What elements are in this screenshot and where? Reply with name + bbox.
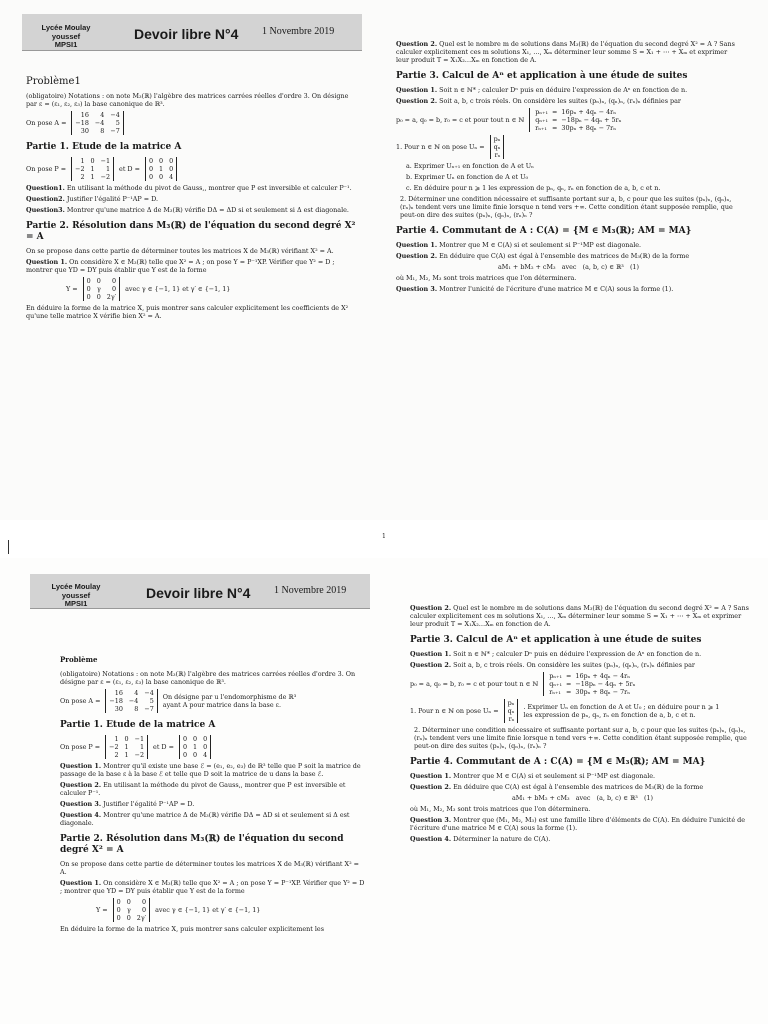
matrix-cell: 0: [193, 751, 198, 759]
question-text: Montrer l'unicité de l'écriture d'une matrice M ∈ C(A) sous la forme (1).: [439, 285, 674, 293]
question-text: Soit n ∈ ℕ* ; calculer Dⁿ puis en déduire l'expression de Aⁿ en fonction de n.: [453, 650, 702, 658]
matrix-P: [105, 735, 148, 759]
matrix-cell: 0: [86, 285, 91, 293]
notation-paragraph: (obligatoire) Notations : on note M₃(ℝ) l'algèbre des matrices carrées réelles d'ordre 3. On désigne par ε = (ε₁, ε₂, ε₃) la base canonique de ℝ³.: [26, 92, 349, 108]
question-text: Soit a, b, c trois réels. On considère les suites (pₙ)ₙ, (qₙ)ₙ, (rₙ)ₙ définies par: [453, 661, 695, 669]
matrix-cell: 1: [124, 743, 129, 751]
matrix-cell: γ: [126, 906, 131, 914]
formula-note: où M₁, M₂, M₃ sont trois matrices que l'on déterminera.: [410, 805, 591, 813]
item-2: 2. Déterminer une condition nécessaire et suffisante portant sur a, b, c pour que les suites (pₙ)ₙ, (qₙ)ₙ, (rₙ)ₙ tendent vers une limite finie lorsque n tend vers +∞. Cette condition étant supposée remplie, que peut-on dire des suites (pₙ)ₙ, (qₙ)ₙ, (rₙ)ₙ ?: [414, 726, 747, 750]
question-item: [26, 206, 361, 214]
system-term: rₙ₊₁: [535, 124, 547, 132]
matrix-cell: 16: [80, 111, 89, 119]
question-item: [410, 835, 755, 843]
page-2-header: [30, 574, 370, 609]
question-label: Question 2.: [396, 252, 438, 260]
system-term: =: [552, 116, 558, 124]
matrix-cell: 1: [193, 743, 198, 751]
matrix-cell: qₙ: [493, 143, 501, 151]
matrix-cell: 0: [112, 277, 117, 285]
matrix-cell: −4: [110, 111, 120, 119]
matrix-cell: 0: [182, 743, 188, 751]
question-label: Question 1.: [26, 258, 68, 266]
question-item: [396, 241, 741, 249]
question-label: Question 3.: [410, 816, 452, 824]
question-label: Question1.: [26, 184, 65, 192]
part-2-title: Partie 2. Résolution dans M₃(ℝ) de l'équation du second degré X² = A: [60, 834, 344, 855]
matrix-cell: 2: [80, 173, 85, 181]
vector-U-definition: [410, 699, 755, 723]
question-item: [26, 195, 361, 203]
question-label: Question 2.: [410, 783, 452, 791]
vector-U: [504, 699, 519, 723]
matrix-cell: 1: [159, 165, 164, 173]
system-term: −18pₙ − 4qₙ + 5rₙ: [561, 116, 622, 124]
question-item: [410, 604, 755, 628]
matrix-cell: 0: [116, 898, 121, 906]
matrix-cell: 30: [80, 127, 89, 135]
matrix-Y: [83, 277, 121, 301]
system-term: rₙ₊₁: [549, 688, 561, 696]
matrix-cell: 0: [142, 906, 147, 914]
question-text: Déterminer la nature de C(A).: [453, 835, 551, 843]
matrix-Y-definition: [66, 277, 361, 301]
matrix-cell: 1: [105, 165, 111, 173]
pose-P-label: On pose P =: [60, 743, 101, 751]
system-term: 16pₙ + 4qₙ − 4rₙ: [575, 672, 631, 680]
part-2-conclusion: En déduire la forme de la matrice X, puis montrer sans calculer explicitement les: [60, 925, 324, 933]
question-item: [60, 879, 365, 895]
matrix-D: [179, 735, 211, 759]
matrix-A-definition: [60, 689, 365, 713]
Y-label: Y =: [96, 906, 108, 914]
question-text: On considère X ∈ M₃(ℝ) telle que X² = A ; on pose Y = P⁻¹XP. Vérifier que Y² = D ; montrer que YD = DY puis établir que Y est de la forme: [26, 258, 335, 274]
question-item: [60, 811, 365, 827]
system-term: =: [552, 124, 558, 132]
matrix-cell: 0: [148, 165, 154, 173]
question-text: Montrer qu'une matrice Δ de M₃(ℝ) vérifie DΔ = ΔD si et seulement si Δ est diagonale.: [66, 206, 349, 214]
vector-U: [490, 135, 505, 159]
formula: aM₁ + bM₂ + cM₃ avec (a, b, c) ∈ ℝ³ (1): [511, 794, 653, 802]
matrix-P-D-definition: [60, 735, 365, 759]
matrix-cell: 0: [159, 157, 164, 165]
question-label: Question 1.: [396, 241, 438, 249]
matrix-cell: qₙ: [507, 707, 515, 715]
and-D-label: et D =: [119, 165, 140, 173]
question-item: [410, 650, 755, 658]
question-label: Question2.: [26, 195, 65, 203]
matrix-cell: rₙ: [494, 151, 501, 159]
part-3-title: Partie 3. Calcul de Aⁿ et application à une étude de suites: [410, 635, 702, 645]
matrix-cell: 0: [182, 735, 188, 743]
part-1-title: Partie 1. Etude de la matrice A: [60, 720, 216, 730]
U-text: . Exprimer Uₙ en fonction de A et U₀ ; en déduire pour n ⩾ 1 les expression de pₙ, qₙ, rₙ en fonction de a, b, c et n.: [523, 703, 720, 719]
question-text: En déduire que C(A) est égal à l'ensemble des matrices de M₃(ℝ) de la forme: [439, 252, 690, 260]
question-label: Question 2.: [60, 781, 102, 789]
matrix-cell: 5: [115, 119, 120, 127]
question-label: Question 2.: [396, 40, 438, 48]
Y-condition: avec γ ∈ {−1, 1} et γ′ ∈ {−1, 1}: [155, 906, 261, 914]
matrix-cell: rₙ: [508, 715, 515, 723]
question-text: En déduire que C(A) est égal à l'ensemble des matrices de M₃(ℝ) de la forme: [453, 783, 704, 791]
system-block: [529, 108, 621, 132]
matrix-cell: 0: [203, 743, 208, 751]
sub-item-list: [406, 162, 741, 192]
matrix-cell: 0: [182, 751, 188, 759]
question-item: [26, 184, 361, 192]
question-text: Quel est le nombre m de solutions dans M₃(ℝ) de l'équation du second degré X² = A ? Sans calculer explicitement ces m solutions X₁, …, Xₘ déterminer leur somme S = X₁ + ⋯ + Xₘ et exprimer leur produit T = X₁X₂…Xₘ en fonction de A.: [396, 40, 735, 64]
matrix-cell: −4: [128, 697, 139, 705]
notation-paragraph: (obligatoire) Notations : on note M₃(ℝ) l'algèbre des matrices carrées réelles d'ordre 3. On désigne par ε = (ε₁, ε₂, ε₃) la base canonique de ℝ³.: [60, 670, 356, 686]
matrix-cell: −7: [144, 705, 154, 713]
page-1-right-column: [396, 40, 741, 296]
part-2-intro: On se propose dans cette partie de déterminer toutes les matrices X de M₃(ℝ) vérifiant X² = A.: [60, 860, 360, 876]
matrix-cell: 1: [124, 751, 129, 759]
matrix-cell: 8: [100, 127, 105, 135]
matrix-cell: 0: [86, 293, 91, 301]
question-text: Soit n ∈ ℕ* ; calculer Dⁿ puis en déduire l'expression de Aⁿ en fonction de n.: [439, 86, 688, 94]
matrix-cell: 0: [148, 173, 154, 181]
question-item: [26, 258, 361, 274]
question-text: Justifier l'égalité P⁻¹AP = D.: [66, 195, 159, 203]
question-item: [396, 86, 741, 94]
matrix-Y-definition: [96, 898, 365, 922]
question-item: [60, 781, 365, 797]
matrix-cell: 1: [139, 743, 145, 751]
page-2-left-column: [60, 646, 365, 936]
pose-A-label: On pose A =: [26, 119, 67, 127]
sub-item: a. Exprimer Uₙ₊₁ en fonction de A et Uₙ: [406, 162, 534, 170]
matrix-cell: 16: [114, 689, 123, 697]
matrix-cell: 0: [148, 157, 154, 165]
matrix-cell: 0: [169, 157, 174, 165]
matrix-cell: 4: [134, 689, 139, 697]
class-name: MPSI1: [54, 40, 78, 49]
scan-mark: [8, 540, 9, 554]
recurrence-system: [410, 672, 755, 696]
pose-A-label: On pose A =: [60, 697, 101, 705]
question-label: Question 4.: [410, 835, 452, 843]
matrix-cell: 0: [126, 914, 131, 922]
problem-title: Problème: [60, 655, 98, 664]
matrix-cell: 1: [90, 173, 95, 181]
matrix-cell: 2γ′: [136, 914, 147, 922]
question-text: Quel est le nombre m de solutions dans M₃(ℝ) de l'équation du second degré X² = A ? Sans calculer explicitement ces m solutions X₁, …, Xₘ déterminer leur somme S = X₁ + ⋯ + Xₘ et exprimer leur produit T = X₁X₂…Xₘ en fonction de A.: [410, 604, 749, 628]
question-text: Montrer qu'il existe une base ℰ = (e₁, e₂, e₃) de ℝ³ telle que P soit la matrice de passage de la base ε à la base ℰ et telle que D soit la matrice de u dans la base ℰ.: [60, 762, 361, 778]
school-name: Lycée Moulay youssef: [41, 23, 91, 41]
matrix-cell: 2γ′: [106, 293, 117, 301]
system-term: =: [566, 680, 572, 688]
matrix-A-definition: [26, 111, 361, 135]
matrix-cell: −18: [109, 697, 123, 705]
matrix-P: [71, 157, 114, 181]
item-2: 2. Déterminer une condition nécessaire et suffisante portant sur a, b, c pour que les suites (pₙ)ₙ, (qₙ)ₙ, (rₙ)ₙ tendent vers une limite finie lorsque n tend vers +∞. Cette condition étant supposée remplie, que peut-on dire des suites (pₙ)ₙ, (qₙ)ₙ, (rₙ)ₙ ?: [400, 195, 733, 219]
system-term: 16pₙ + 4qₙ − 4rₙ: [561, 108, 617, 116]
matrix-A: [71, 111, 123, 135]
matrix-cell: 0: [169, 165, 174, 173]
page-number: 1: [382, 533, 386, 540]
question-item: [396, 40, 741, 64]
matrix-cell: γ: [96, 285, 101, 293]
question-label: Question 1.: [396, 86, 438, 94]
matrix-cell: −2: [109, 743, 119, 751]
assignment-title: Devoir libre N°4: [146, 585, 251, 601]
initial-conditions: p₀ = a, q₀ = b, r₀ = c et pour tout n ∈ ℕ: [410, 680, 539, 688]
part-2-conclusion: En déduire la forme de la matrice X, puis montrer sans calculer explicitement les coefficients de X² qu'une telle matrice X vérifie bien X² = A.: [26, 304, 349, 320]
question-text: En utilisant la méthode du pivot de Gauss,, montrer que P est inversible et calculer P⁻¹.: [66, 184, 352, 192]
part-2-title: Partie 2. Résolution dans M₃(ℝ) de l'équation du second degré X² = A: [26, 221, 356, 242]
assignment-date: 1 Novembre 2019: [274, 585, 347, 596]
question-item: [410, 772, 755, 780]
system-block: [543, 672, 635, 696]
system-term: =: [566, 672, 572, 680]
sub-item: c. En déduire pour n ⩾ 1 les expression de pₙ, qₙ, rₙ en fonction de a, b, c et n.: [406, 184, 661, 192]
system-term: 30pₙ + 8qₙ − 7rₙ: [575, 688, 631, 696]
pose-P-label: On pose P =: [26, 165, 67, 173]
system-term: =: [566, 688, 572, 696]
matrix-cell: −18: [75, 119, 89, 127]
matrix-cell: 4: [100, 111, 105, 119]
question-text: Montrer qu'une matrice Δ de M₃(ℝ) vérifie DΔ = ΔD si et seulement si Δ est diagonale.: [60, 811, 350, 827]
question-label: Question 2.: [410, 661, 452, 669]
matrix-cell: 1: [90, 165, 95, 173]
matrix-cell: 0: [96, 293, 101, 301]
matrix-A: [105, 689, 157, 713]
system-term: =: [552, 108, 558, 116]
assignment-date: 1 Novembre 2019: [262, 26, 335, 37]
matrix-cell: 0: [193, 735, 198, 743]
matrix-cell: 0: [112, 285, 117, 293]
U-label: 1. Pour n ∈ ℕ on pose Uₙ =: [396, 143, 485, 151]
page-1-left-column: [26, 68, 361, 323]
matrix-cell: −7: [110, 127, 120, 135]
question-label: Question 2.: [396, 97, 438, 105]
matrix-cell: 1: [114, 735, 119, 743]
question-item: [410, 661, 755, 669]
A-note: On désigne par u l'endomorphisme de ℝ³ ayant A pour matrice dans la base ε.: [162, 693, 297, 709]
part-4-title: Partie 4. Commutant de A : C(A) = {M ∈ M₃(ℝ); AM = MA}: [396, 226, 692, 236]
question-label: Question 1.: [410, 650, 452, 658]
sub-item: b. Exprimer Uₙ en fonction de A et U₀: [406, 173, 529, 181]
matrix-cell: 0: [159, 173, 164, 181]
question-label: Question3.: [26, 206, 65, 214]
matrix-cell: pₙ: [507, 699, 515, 707]
matrix-cell: pₙ: [493, 135, 501, 143]
page-2-right-column: [410, 604, 755, 846]
question-text: Montrer que (M₁, M₂, M₃) est une famille libre d'éléments de C(A). En déduire l'unicité de l'écriture d'une matrice M ∈ C(A) sous la forme (1).: [410, 816, 746, 832]
question-item: [396, 97, 741, 105]
matrix-cell: −1: [134, 735, 145, 743]
system-term: pₙ₊₁: [535, 108, 549, 116]
question-text: Montrer que M ∈ C(A) si et seulement si P⁻¹MP est diagonale.: [453, 772, 656, 780]
part-2-intro: On se propose dans cette partie de déterminer toutes les matrices X de M₃(ℝ) vérifiant X² = A.: [26, 247, 334, 255]
Y-condition: avec γ ∈ {−1, 1} et γ′ ∈ {−1, 1}: [125, 285, 231, 293]
school-name-block: [28, 24, 104, 50]
matrix-cell: 0: [203, 735, 208, 743]
formula-note: où M₁, M₂, M₃ sont trois matrices que l'on déterminera.: [396, 274, 577, 282]
assignment-title: Devoir libre N°4: [134, 26, 239, 42]
school-name-block: [38, 583, 114, 609]
formula: aM₁ + bM₂ + cM₃ avec (a, b, c) ∈ ℝ³ (1): [497, 263, 639, 271]
question-item: [396, 252, 741, 260]
question-text: Justifier l'égalité P⁻¹AP = D.: [103, 800, 195, 808]
part-4-title: Partie 4. Commutant de A : C(A) = {M ∈ M₃(ℝ); AM = MA}: [410, 757, 706, 767]
matrix-cell: −4: [94, 119, 105, 127]
school-name: Lycée Moulay youssef: [51, 582, 101, 600]
matrix-cell: −2: [134, 751, 145, 759]
matrix-cell: 30: [114, 705, 123, 713]
recurrence-system: [396, 108, 741, 132]
question-label: Question 1.: [410, 772, 452, 780]
matrix-cell: 0: [142, 898, 147, 906]
question-label: Question 3.: [60, 800, 102, 808]
system-term: qₙ₊₁: [535, 116, 549, 124]
system-term: 30pₙ + 8qₙ − 7rₙ: [561, 124, 617, 132]
system-term: qₙ₊₁: [549, 680, 563, 688]
matrix-cell: 0: [116, 914, 121, 922]
part-1-title: Partie 1. Etude de la matrice A: [26, 142, 182, 152]
matrix-cell: 0: [116, 906, 121, 914]
matrix-cell: 0: [90, 157, 95, 165]
vector-U-definition: [396, 135, 741, 159]
question-label: Question 2.: [410, 604, 452, 612]
question-item: [60, 800, 365, 808]
page-2: [0, 558, 768, 1024]
matrix-cell: 5: [149, 697, 154, 705]
matrix-Y: [113, 898, 151, 922]
initial-conditions: p₀ = a, q₀ = b, r₀ = c et pour tout n ∈ ℕ: [396, 116, 525, 124]
question-text: Montrer que M ∈ C(A) si et seulement si P⁻¹MP est diagonale.: [439, 241, 642, 249]
matrix-cell: 2: [114, 751, 119, 759]
matrix-cell: −2: [75, 165, 85, 173]
question-text: En utilisant la méthode du pivot de Gauss,, montrer que P est inversible et calculer P⁻¹.: [60, 781, 346, 797]
part-3-title: Partie 3. Calcul de Aⁿ et application à une étude de suites: [396, 71, 688, 81]
question-text: Soit a, b, c trois réels. On considère les suites (pₙ)ₙ, (qₙ)ₙ, (rₙ)ₙ définies par: [439, 97, 681, 105]
question-item: [410, 783, 755, 791]
Y-label: Y =: [66, 285, 78, 293]
matrix-cell: 0: [96, 277, 101, 285]
matrix-cell: 4: [203, 751, 208, 759]
matrix-cell: 0: [126, 898, 131, 906]
system-term: pₙ₊₁: [549, 672, 563, 680]
question-label: Question 3.: [396, 285, 438, 293]
question-label: Question 1.: [60, 762, 102, 770]
matrix-cell: −4: [144, 689, 154, 697]
matrix-D: [145, 157, 177, 181]
system-term: −18pₙ − 4qₙ + 5rₙ: [575, 680, 636, 688]
matrix-cell: 0: [124, 735, 129, 743]
problem-title: Problème1: [26, 76, 81, 87]
question-label: Question 4.: [60, 811, 102, 819]
matrix-cell: 1: [80, 157, 85, 165]
matrix-cell: −2: [100, 173, 111, 181]
question-item: [410, 816, 755, 832]
class-name: MPSI1: [64, 599, 88, 608]
matrix-P-D-definition: [26, 157, 361, 181]
matrix-cell: −1: [100, 157, 111, 165]
question-label: Question 1.: [60, 879, 102, 887]
and-D-label: et D =: [153, 743, 174, 751]
U-label: 1. Pour n ∈ ℕ on pose Uₙ =: [410, 707, 499, 715]
question-item: [60, 762, 365, 778]
question-item: [396, 285, 741, 293]
matrix-cell: 0: [86, 277, 91, 285]
matrix-cell: 4: [169, 173, 174, 181]
matrix-cell: 8: [134, 705, 139, 713]
question-text: On considère X ∈ M₃(ℝ) telle que X² = A ; on pose Y = P⁻¹XP. Vérifier que Y² = D ; montrer que YD = DY puis établir que Y est de la forme: [60, 879, 365, 895]
page-1-header: [22, 14, 362, 51]
